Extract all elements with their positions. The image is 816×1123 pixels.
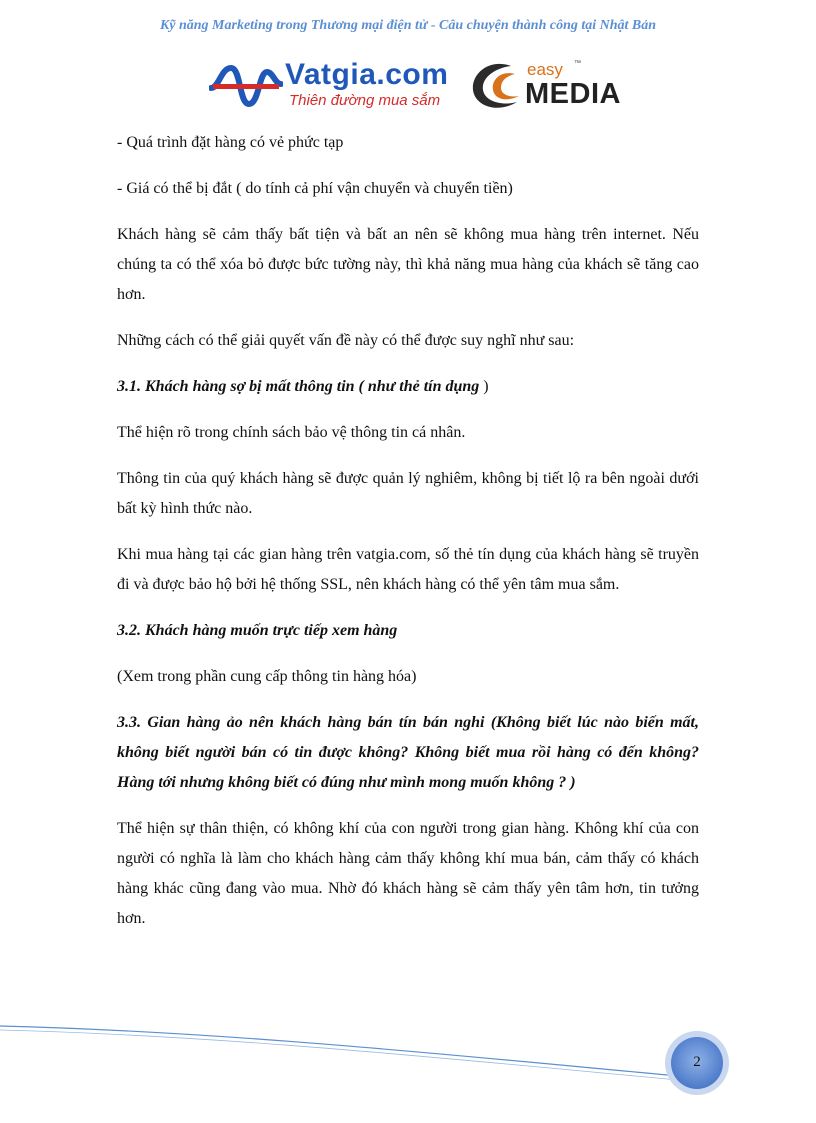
- easymedia-logo-icon: [467, 60, 525, 112]
- vatgia-logo: [205, 58, 460, 114]
- section-3-2-heading: 3.2. Khách hàng muốn trực tiếp xem hàng: [117, 622, 398, 639]
- section-3-1-heading-text: 3.1. Khách hàng sợ bị mất thông tin ( như thẻ tín dụng: [117, 378, 480, 395]
- vatgia-logo-icon: [209, 64, 283, 108]
- easymedia-logo-trademark: ™: [574, 60, 581, 67]
- section-3-3-paragraph: Thể hiện sự thân thiện, có không khí của con người trong gian hàng. Không khí của con người có nghĩa là làm cho khách hàng cảm thấy không khí mua bán, cảm thấy có khách hàng khác cũng đang vào mua. Nhờ đó khách hàng sẽ cảm thấy yên tâm hơn, tin tưởng hơn.: [117, 820, 699, 927]
- easymedia-logo-small-text: easy: [527, 60, 563, 79]
- section-3-1-heading: [117, 372, 699, 402]
- paragraph-inconvenience: Khách hàng sẽ cảm thấy bất tiện và bất an nên sẽ không mua hàng trên internet. Nếu chúng ta có thể xóa bỏ được bức tường này, thì khả năng mua hàng của khách sẽ tăng cao hơn.: [117, 226, 699, 303]
- section-3-1-paragraph: Thông tin của quý khách hàng sẽ được quản lý nghiêm, không bị tiết lộ ra bên ngoài dưới bất kỳ hình thức nào.: [117, 470, 699, 517]
- header-logos: [205, 58, 625, 116]
- bullet-item: - Giá có thể bị đắt ( do tính cả phí vận chuyển và chuyển tiền): [117, 180, 513, 197]
- vatgia-logo-name: Vatgia.com: [285, 58, 449, 91]
- paragraph-solutions-intro: Những cách có thể giải quyết vấn đề này có thể được suy nghĩ như sau:: [117, 332, 575, 349]
- section-3-1-paragraph: Khi mua hàng tại các gian hàng trên vatgia.com, số thẻ tín dụng của khách hàng sẽ truyền đi và được bảo hộ bởi hệ thống SSL, nên khách hàng có thể yên tâm mua sắm.: [117, 546, 699, 593]
- easymedia-logo-big-text: MEDIA: [525, 78, 621, 110]
- section-3-1-heading-close: ): [479, 378, 489, 395]
- bullet-item: - Quá trình đặt hàng có vẻ phức tạp: [117, 134, 344, 151]
- document-body: [117, 128, 699, 934]
- section-3-2-paragraph: (Xem trong phần cung cấp thông tin hàng hóa): [117, 668, 417, 685]
- section-3-1-paragraph: Thể hiện rõ trong chính sách bảo vệ thông tin cá nhân.: [117, 424, 466, 441]
- running-header-title: Kỹ năng Marketing trong Thương mại điện tử - Câu chuyện thành công tại Nhật Bản: [159, 18, 657, 33]
- easymedia-logo: [467, 58, 627, 114]
- vatgia-logo-slogan: Thiên đường mua sắm: [289, 92, 441, 109]
- page-number: 2: [693, 1054, 701, 1070]
- section-3-3-heading: 3.3. Gian hàng ảo nên khách hàng bán tín bán nghi (Không biết lúc nào biến mất, không biết người bán có tin được không? Không biết mua rồi hàng có đến không? Hàng tới nhưng không biết có đúng như mình mong muốn không ? ): [117, 714, 699, 791]
